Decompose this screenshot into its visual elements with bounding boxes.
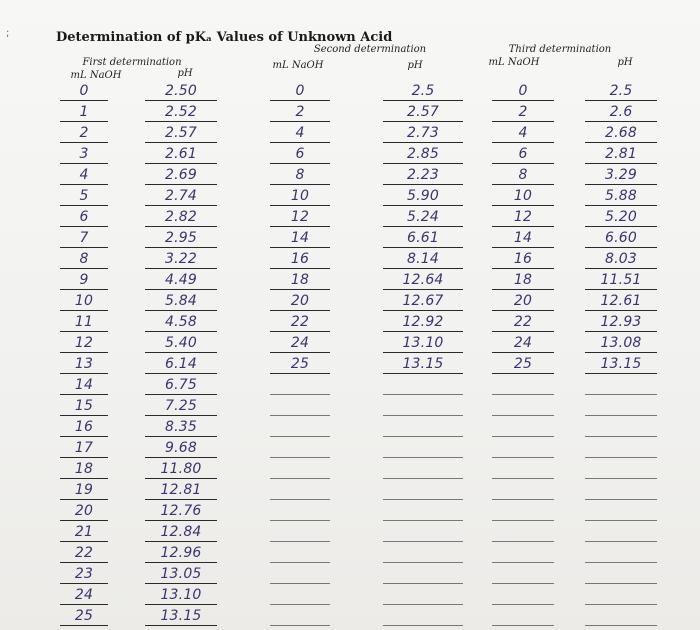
table-cell: [270, 479, 330, 500]
table-cell: [60, 227, 108, 248]
second-ml-value: 18: [290, 272, 310, 288]
third-ml-naoh-header: mL NaOH: [488, 57, 540, 68]
third-ml-value: 0: [518, 83, 528, 99]
table-cell: [383, 143, 463, 164]
third-ml-value: 18: [513, 272, 533, 288]
third-ml-value: 16: [513, 251, 533, 267]
first-ml-value: 19: [74, 482, 94, 498]
table-cell: [492, 185, 554, 206]
table-cell: [60, 164, 108, 185]
second-ml-value: 10: [290, 188, 310, 204]
second-ph-value: 12.67: [402, 293, 444, 309]
second-ml-value: 0: [295, 83, 305, 99]
third-ph-value: 2.81: [605, 146, 637, 162]
table-cell: [585, 311, 657, 332]
first-ph-value: 13.05: [160, 566, 202, 582]
first-ml-value: 4: [79, 167, 89, 183]
table-cell: [270, 206, 330, 227]
first-ml-value: 12: [74, 335, 94, 351]
table-cell: [60, 563, 108, 584]
third-ph-value: 12.61: [600, 293, 642, 309]
table-cell: [145, 206, 217, 227]
table-cell: [383, 101, 463, 122]
table-cell: [145, 416, 217, 437]
third-ml-value: 4: [518, 125, 528, 141]
table-cell: [270, 80, 330, 101]
table-cell: [492, 416, 554, 437]
table-cell: [270, 269, 330, 290]
table-cell: [492, 479, 554, 500]
table-cell: [270, 227, 330, 248]
first-ml-value: 9: [79, 272, 89, 288]
table-cell: [60, 542, 108, 563]
table-cell: [585, 164, 657, 185]
table-cell: [585, 521, 657, 542]
table-cell: [383, 248, 463, 269]
table-cell: [145, 500, 217, 521]
table-cell: [270, 437, 330, 458]
table-cell: [60, 80, 108, 101]
table-cell: [145, 311, 217, 332]
table-cell: [492, 605, 554, 626]
third-ph-header: pH: [617, 57, 633, 68]
second-determination-heading: Second determination: [313, 44, 427, 55]
third-ml-value: 8: [518, 167, 528, 183]
table-cell: [60, 332, 108, 353]
table-cell: [145, 101, 217, 122]
first-ph-column: [145, 80, 217, 626]
table-cell: [60, 374, 108, 395]
table-cell: [492, 332, 554, 353]
table-cell: [270, 500, 330, 521]
table-cell: [145, 143, 217, 164]
table-cell: [492, 458, 554, 479]
third-ph-value: 5.88: [605, 188, 637, 204]
table-cell: [60, 605, 108, 626]
table-cell: [270, 164, 330, 185]
first-ml-value: 21: [74, 524, 94, 540]
second-ph-value: 13.10: [402, 335, 444, 351]
second-ml-naoh-header: mL NaOH: [272, 60, 324, 71]
table-cell: [585, 290, 657, 311]
table-cell: [383, 185, 463, 206]
third-ph-value: 2.68: [605, 125, 637, 141]
table-cell: [145, 563, 217, 584]
table-cell: [270, 122, 330, 143]
first-ph-value: 5.40: [165, 335, 197, 351]
second-ph-value: 8.14: [407, 251, 439, 267]
table-cell: [145, 479, 217, 500]
first-ph-value: 2.69: [165, 167, 197, 183]
third-ph-value: 5.20: [605, 209, 637, 225]
third-ph-value: 12.93: [600, 314, 642, 330]
third-ml-value: 20: [513, 293, 533, 309]
table-cell: [270, 521, 330, 542]
table-cell: [383, 395, 463, 416]
third-ph-value: 2.5: [609, 83, 633, 99]
table-cell: [492, 437, 554, 458]
table-cell: [60, 458, 108, 479]
table-cell: [585, 122, 657, 143]
first-ml-value: 22: [74, 545, 94, 561]
table-cell: [60, 521, 108, 542]
first-ml-value: 5: [79, 188, 89, 204]
table-cell: [585, 458, 657, 479]
first-ml-naoh-header: mL NaOH: [70, 70, 122, 81]
second-ph-value: 6.61: [407, 230, 439, 246]
first-ph-value: 5.84: [165, 293, 197, 309]
first-ph-value: 2.52: [165, 104, 197, 120]
table-cell: [270, 605, 330, 626]
table-cell: [60, 185, 108, 206]
second-ml-naoh-column: [270, 80, 330, 626]
table-cell: [383, 353, 463, 374]
table-cell: [492, 80, 554, 101]
first-ml-value: 18: [74, 461, 94, 477]
third-ml-value: 14: [513, 230, 533, 246]
first-determination-heading: First determination: [82, 57, 182, 68]
table-cell: [145, 521, 217, 542]
first-ph-value: 2.61: [165, 146, 197, 162]
second-ml-value: 4: [295, 125, 305, 141]
table-cell: [585, 479, 657, 500]
table-cell: [585, 332, 657, 353]
second-ml-value: 12: [290, 209, 310, 225]
third-ml-naoh-column: [492, 80, 554, 626]
table-cell: [270, 248, 330, 269]
first-ph-value: 2.50: [165, 83, 197, 99]
first-ph-value: 2.95: [165, 230, 197, 246]
table-cell: [585, 605, 657, 626]
table-cell: [585, 395, 657, 416]
table-cell: [60, 395, 108, 416]
first-ph-value: 2.74: [165, 188, 197, 204]
first-ph-value: 2.57: [165, 125, 197, 141]
third-ml-value: 24: [513, 335, 533, 351]
first-ml-value: 17: [74, 440, 94, 456]
table-cell: [60, 143, 108, 164]
table-cell: [492, 206, 554, 227]
first-ph-value: 12.81: [160, 482, 202, 498]
first-ml-value: 16: [74, 419, 94, 435]
table-cell: [492, 500, 554, 521]
third-ml-value: 2: [518, 104, 528, 120]
table-cell: [383, 416, 463, 437]
table-cell: [145, 395, 217, 416]
table-cell: [145, 374, 217, 395]
table-cell: [585, 563, 657, 584]
table-cell: [585, 80, 657, 101]
table-cell: [585, 227, 657, 248]
first-ml-value: 8: [79, 251, 89, 267]
table-cell: [492, 101, 554, 122]
second-ph-value: 2.73: [407, 125, 439, 141]
table-cell: [383, 458, 463, 479]
second-ph-value: 5.24: [407, 209, 439, 225]
table-cell: [383, 269, 463, 290]
first-ml-value: 3: [79, 146, 89, 162]
table-cell: [145, 290, 217, 311]
first-ph-value: 3.22: [165, 251, 197, 267]
table-cell: [383, 332, 463, 353]
second-ph-value: 12.64: [402, 272, 444, 288]
table-cell: [270, 143, 330, 164]
first-ph-value: 13.15: [160, 608, 202, 624]
table-cell: [383, 563, 463, 584]
table-cell: [585, 542, 657, 563]
first-ph-value: 4.58: [165, 314, 197, 330]
table-cell: [270, 101, 330, 122]
table-cell: [145, 584, 217, 605]
table-cell: [585, 248, 657, 269]
table-cell: [270, 395, 330, 416]
third-ph-column: [585, 80, 657, 626]
table-cell: [383, 227, 463, 248]
table-cell: [383, 164, 463, 185]
first-ph-value: 9.68: [165, 440, 197, 456]
second-ml-value: 22: [290, 314, 310, 330]
table-cell: [60, 269, 108, 290]
table-cell: [60, 101, 108, 122]
table-cell: [60, 416, 108, 437]
table-cell: [383, 584, 463, 605]
first-ml-value: 13: [74, 356, 94, 372]
table-cell: [270, 353, 330, 374]
second-ph-value: 12.92: [402, 314, 444, 330]
table-cell: [145, 542, 217, 563]
table-cell: [492, 584, 554, 605]
table-cell: [492, 248, 554, 269]
first-ph-value: 4.49: [165, 272, 197, 288]
second-ml-value: 8: [295, 167, 305, 183]
table-cell: [145, 605, 217, 626]
table-cell: [492, 395, 554, 416]
table-cell: [383, 437, 463, 458]
second-ph-value: 2.85: [407, 146, 439, 162]
table-cell: [383, 122, 463, 143]
third-ph-value: 13.08: [600, 335, 642, 351]
table-cell: [585, 584, 657, 605]
third-ml-value: 25: [513, 356, 533, 372]
second-ph-header: pH: [407, 60, 423, 71]
table-cell: [145, 80, 217, 101]
first-ml-value: 25: [74, 608, 94, 624]
first-ph-value: 12.84: [160, 524, 202, 540]
first-ml-value: 24: [74, 587, 94, 603]
third-ph-value: 13.15: [600, 356, 642, 372]
table-cell: [585, 143, 657, 164]
table-cell: [492, 521, 554, 542]
first-ml-value: 23: [74, 566, 94, 582]
table-cell: [60, 479, 108, 500]
table-cell: [585, 353, 657, 374]
table-cell: [383, 542, 463, 563]
table-cell: [145, 437, 217, 458]
table-cell: [270, 311, 330, 332]
table-cell: [585, 206, 657, 227]
first-ml-value: 11: [74, 314, 94, 330]
table-cell: [145, 269, 217, 290]
third-ml-value: 6: [518, 146, 528, 162]
table-cell: [492, 122, 554, 143]
table-cell: [585, 500, 657, 521]
first-ml-value: 6: [79, 209, 89, 225]
table-cell: [492, 563, 554, 584]
table-cell: [492, 374, 554, 395]
first-ph-value: 12.96: [160, 545, 202, 561]
table-cell: [60, 311, 108, 332]
table-cell: [383, 500, 463, 521]
table-cell: [145, 185, 217, 206]
table-cell: [383, 206, 463, 227]
table-cell: [492, 164, 554, 185]
first-ml-value: 15: [74, 398, 94, 414]
table-cell: [60, 290, 108, 311]
table-cell: [145, 458, 217, 479]
second-ph-value: 2.57: [407, 104, 439, 120]
table-cell: [270, 185, 330, 206]
table-cell: [60, 353, 108, 374]
table-cell: [270, 290, 330, 311]
first-ml-value: 2: [79, 125, 89, 141]
table-cell: [60, 122, 108, 143]
table-cell: [383, 479, 463, 500]
table-cell: [270, 584, 330, 605]
second-ml-value: 16: [290, 251, 310, 267]
second-ml-value: 24: [290, 335, 310, 351]
table-cell: [585, 416, 657, 437]
margin-mark: ;: [6, 28, 10, 39]
third-ph-value: 11.51: [600, 272, 642, 288]
table-cell: [585, 374, 657, 395]
table-cell: [585, 269, 657, 290]
table-cell: [383, 80, 463, 101]
third-ml-value: 12: [513, 209, 533, 225]
third-determination-heading: Third determination: [508, 44, 612, 55]
third-ml-value: 10: [513, 188, 533, 204]
third-ph-value: 6.60: [605, 230, 637, 246]
second-ph-value: 2.23: [407, 167, 439, 183]
table-cell: [270, 458, 330, 479]
second-ph-value: 5.90: [407, 188, 439, 204]
third-ph-value: 3.29: [605, 167, 637, 183]
table-cell: [270, 542, 330, 563]
second-ph-value: 2.5: [411, 83, 435, 99]
second-ml-value: 25: [290, 356, 310, 372]
first-ph-value: 8.35: [165, 419, 197, 435]
first-ph-value: 6.14: [165, 356, 197, 372]
third-ph-value: 8.03: [605, 251, 637, 267]
table-cell: [270, 563, 330, 584]
table-cell: [270, 416, 330, 437]
second-ml-value: 2: [295, 104, 305, 120]
table-cell: [60, 584, 108, 605]
table-cell: [383, 521, 463, 542]
table-cell: [492, 143, 554, 164]
table-cell: [585, 185, 657, 206]
second-ml-value: 6: [295, 146, 305, 162]
table-cell: [145, 353, 217, 374]
page-title: Determination of pKₐ Values of Unknown Acid: [56, 30, 393, 45]
table-cell: [492, 227, 554, 248]
table-cell: [383, 311, 463, 332]
table-cell: [492, 353, 554, 374]
first-ph-value: 2.82: [165, 209, 197, 225]
table-cell: [383, 290, 463, 311]
first-ph-value: 7.25: [165, 398, 197, 414]
table-cell: [492, 269, 554, 290]
table-cell: [383, 374, 463, 395]
table-cell: [383, 605, 463, 626]
table-cell: [585, 101, 657, 122]
table-cell: [145, 227, 217, 248]
first-ml-value: 20: [74, 503, 94, 519]
first-ml-value: 1: [79, 104, 89, 120]
first-ph-header: pH: [177, 68, 193, 79]
first-ml-value: 7: [79, 230, 89, 246]
first-ml-value: 14: [74, 377, 94, 393]
table-cell: [60, 206, 108, 227]
table-cell: [492, 311, 554, 332]
table-cell: [492, 542, 554, 563]
table-cell: [145, 122, 217, 143]
second-ml-value: 14: [290, 230, 310, 246]
first-ph-value: 12.76: [160, 503, 202, 519]
table-cell: [270, 374, 330, 395]
second-ph-column: [383, 80, 463, 626]
first-ph-value: 11.80: [160, 461, 202, 477]
table-cell: [492, 290, 554, 311]
table-cell: [60, 248, 108, 269]
first-ph-value: 13.10: [160, 587, 202, 603]
table-cell: [145, 332, 217, 353]
table-cell: [60, 437, 108, 458]
table-cell: [60, 500, 108, 521]
table-cell: [145, 164, 217, 185]
second-ph-value: 13.15: [402, 356, 444, 372]
first-ph-value: 6.75: [165, 377, 197, 393]
first-ml-value: 10: [74, 293, 94, 309]
table-cell: [145, 248, 217, 269]
table-cell: [585, 437, 657, 458]
table-cell: [270, 332, 330, 353]
third-ph-value: 2.6: [609, 104, 633, 120]
third-ml-value: 22: [513, 314, 533, 330]
second-ml-value: 20: [290, 293, 310, 309]
first-ml-value: 0: [79, 83, 89, 99]
first-ml-naoh-column: [60, 80, 108, 626]
